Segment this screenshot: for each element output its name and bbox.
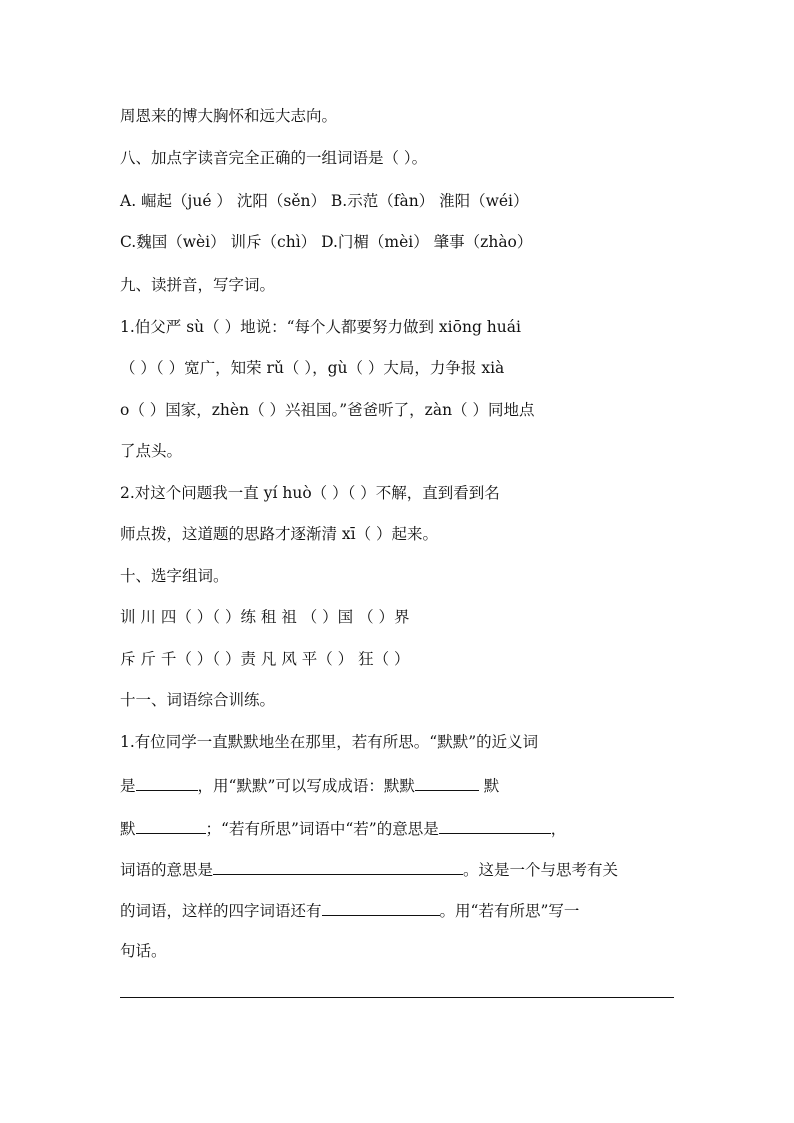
section-eight-heading: 八、加点字读音完全正确的一组词语是（ ）。 xyxy=(120,149,428,167)
text-fragment: 默 xyxy=(120,820,136,838)
blank-word-meaning[interactable] xyxy=(213,858,463,875)
question-nine-1-line-1: 1.伯父严 sù（ ）地说：“每个人都要努力做到 xiōng huái xyxy=(120,318,521,336)
question-nine-1-line-4: 了点头。 xyxy=(120,442,183,460)
blank-ruo-meaning[interactable] xyxy=(439,817,551,834)
section-eleven-heading: 十一、词语综合训练。 xyxy=(120,691,276,709)
text-fragment: ，用“默默”可以写成成语：默默 xyxy=(197,777,415,795)
question-nine-2-line-1: 2.对这个问题我一直 yí huò（ ）（ ）不解，直到看到名 xyxy=(120,484,500,502)
question-nine-2-line-2: 师点拨，这道题的思路才逐渐清 xī（ ）起来。 xyxy=(120,525,439,543)
text-fragment: 。用“若有所思”写一 xyxy=(439,902,580,920)
option-line-cd: C.魏国（wèi） 训斥（chì） D.门楣（mèi） 肇事（zhào） xyxy=(120,233,533,251)
question-eleven-1-line-4 xyxy=(120,858,618,880)
text-fragment: 默 xyxy=(478,777,500,795)
text-fragment: ， xyxy=(550,820,567,838)
option-line-ab: A. 崛起（jué ） 沈阳（sěn） B.示范（fàn） 淮阳（wéi） xyxy=(120,192,529,210)
text-line-1: 周恩来的博大胸怀和远大志向。 xyxy=(120,107,338,125)
text-fragment: 词语的意思是 xyxy=(120,861,214,879)
word-choice-row-2: 斥 斤 千（ ）（ ）责 凡 风 平（ ） 狂（ ） xyxy=(120,650,410,668)
question-eleven-1-line-3 xyxy=(120,817,566,839)
question-eleven-1-line-5 xyxy=(120,899,579,921)
question-eleven-1-line-2 xyxy=(120,774,499,796)
question-nine-1-line-2: （ ）（ ）宽广，知荣 rǔ（ ），gù（ ）大局，力争报 xià xyxy=(120,359,505,377)
text-fragment: 是 xyxy=(120,777,136,795)
section-ten-heading: 十、选字组词。 xyxy=(120,567,229,585)
blank-synonym[interactable] xyxy=(136,774,198,791)
blank-idiom-1[interactable] xyxy=(415,774,479,791)
sentence-answer-line[interactable] xyxy=(120,997,674,998)
question-nine-1-line-3: o（ ）国家，zhèn（ ）兴祖国。”爸爸听了，zàn（ ）同地点 xyxy=(120,401,535,419)
question-eleven-1-line-6: 句话。 xyxy=(120,942,167,960)
section-nine-heading: 九、读拼音，写字词。 xyxy=(120,276,276,294)
question-eleven-1-line-1: 1.有位同学一直默默地坐在那里，若有所思。“默默”的近义词 xyxy=(120,733,539,751)
text-fragment: 。这是一个与思考有关 xyxy=(463,861,619,879)
text-fragment: ；“若有所思”词语中“若”的意思是 xyxy=(205,820,439,838)
blank-idiom-2[interactable] xyxy=(136,817,206,834)
word-choice-row-1: 训 川 四（ ）（ ）练 租 祖 （ ）国 （ ）界 xyxy=(120,608,410,626)
text-fragment: 的词语，这样的四字词语还有 xyxy=(120,902,322,920)
blank-similar-words[interactable] xyxy=(322,899,440,916)
